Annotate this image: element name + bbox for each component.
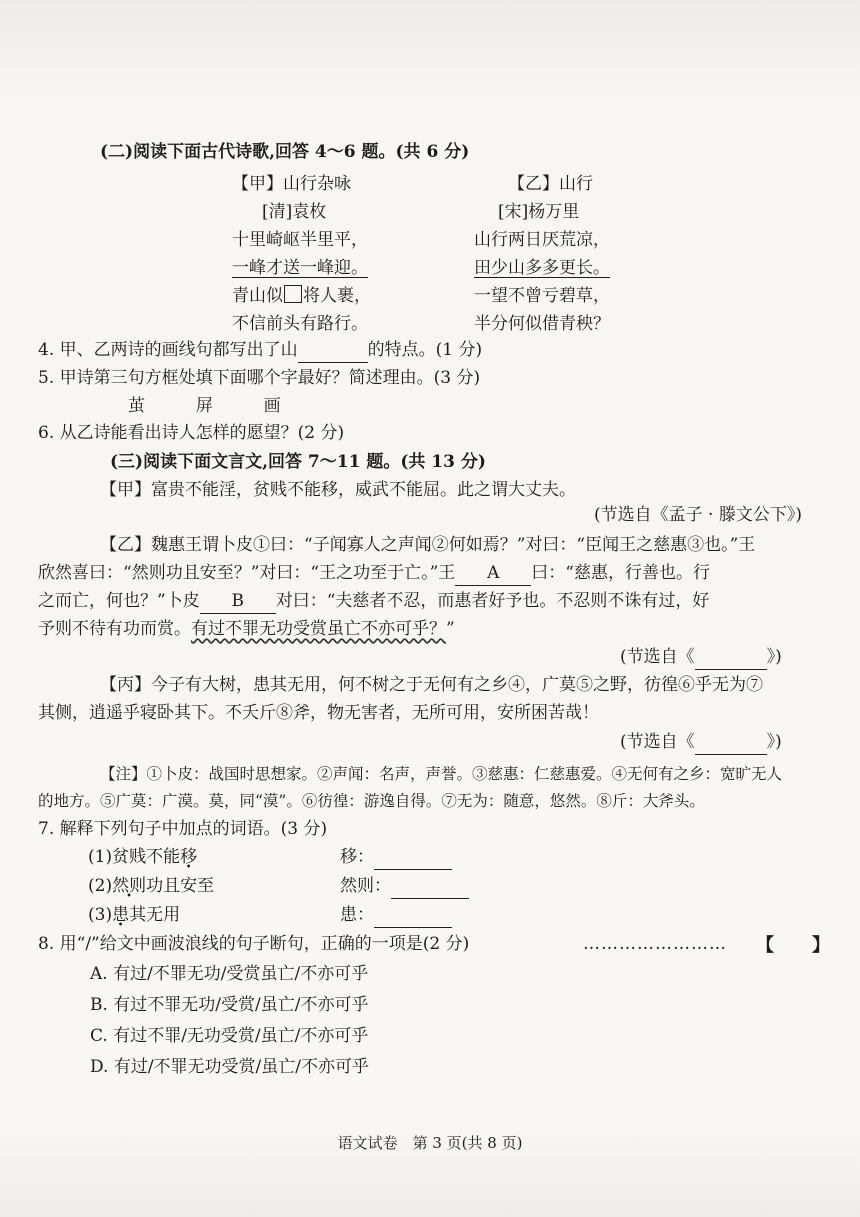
q7-item-3-num: (3) <box>88 905 113 925</box>
poem-a-line2: 一峰才送一峰迎。 <box>232 258 368 278</box>
q7-answer-1-blank[interactable] <box>374 845 452 870</box>
poem-a-line3-start: 青山似 <box>232 286 283 306</box>
poem-a-line3 <box>232 284 371 308</box>
q7-item-2 <box>88 874 214 898</box>
text-yi-source-blank[interactable] <box>695 645 767 670</box>
poem-a-author: [清]袁枚 <box>262 202 327 222</box>
section3-heading: (三)阅读下面文言文,回答 7～11 题。(共 13 分) <box>110 452 486 472</box>
poem-b-title: 【乙】山行 <box>508 174 593 194</box>
blank-b[interactable]: B <box>200 589 276 614</box>
poem-a-line3-end: 将人裹， <box>303 286 371 306</box>
q7-answer-2 <box>340 874 469 899</box>
q8-option-d[interactable]: D. 有过/不罪无功受赏/虽亡/不亦可乎 <box>90 1057 370 1077</box>
q7-item-2-post: 功且安至 <box>146 876 215 896</box>
notes-line2: 的地方。⑤广莫：广漠。莫，同“漠”。⑥彷徨：游逸自得。⑦无为：随意，悠然。⑧斤：大斧头。 <box>38 792 705 810</box>
text-yi-line4-end: ” <box>446 619 455 639</box>
q7-answer-3-label: 患： <box>340 905 374 925</box>
poem-b-line4: 半分何似借青秧？ <box>474 314 610 334</box>
section2-heading: (二)阅读下面古代诗歌,回答 4～6 题。(共 6 分) <box>100 142 470 162</box>
q7-item-2-num: (2) <box>88 876 113 896</box>
q7-item-1 <box>88 845 197 869</box>
text-jia-source: (节选自《孟子 · 滕文公下》) <box>594 505 802 525</box>
q7-answer-2-label: 然则： <box>340 876 391 896</box>
q7-item-1-num: (1) <box>88 847 113 867</box>
text-yi-line2 <box>38 561 710 586</box>
text-yi-line2-end: 曰：“慈惠，行善也。行 <box>531 563 710 583</box>
q8-option-a[interactable]: A. 有过/不罪无功/受赏虽亡/不亦可乎 <box>90 964 369 984</box>
text-bing-source-start: (节选自《 <box>620 732 695 752</box>
poem-b-line3: 一望不曾亏碧草， <box>474 286 610 306</box>
text-bing-source-end: 》) <box>766 732 782 752</box>
blank-a[interactable]: A <box>455 561 531 586</box>
q7-item-1-dotted: 移 <box>180 847 198 867</box>
option-jian: 茧 <box>128 396 145 416</box>
text-yi-line1: 【乙】魏惠王谓卜皮①曰：“子闻寡人之声闻②何如焉？”对曰：“臣闻王之慈惠③也。”王 <box>100 535 756 555</box>
page-footer: 语文试卷 第 3 页(共 8 页) <box>337 1134 523 1152</box>
text-yi-source-start: (节选自《 <box>620 647 695 667</box>
text-yi-line4-start: 予则不待有功而赏。 <box>38 619 191 639</box>
option-ping: 屏 <box>195 396 213 416</box>
q7-item-2-dotted: 然则 <box>112 876 147 896</box>
text-yi-source <box>620 645 782 670</box>
question-4-blank[interactable] <box>298 338 368 363</box>
question-6: 6. 从乙诗能看出诗人怎样的愿望？(2 分) <box>38 423 345 443</box>
text-yi-line3-end: 对曰：“夫慈者不忍，而惠者好予也。不忍则不诛有过，好 <box>275 591 710 611</box>
text-bing-line2: 其侧，逍遥乎寝卧其下。不夭斤⑧斧，物无害者，无所可用，安所困苦哉！ <box>38 703 599 723</box>
poem-a-line1: 十里崎岖半里平， <box>232 230 368 250</box>
text-bing-source-blank[interactable] <box>695 730 767 755</box>
poem-a-line4: 不信前头有路行。 <box>232 314 368 334</box>
q8-option-c[interactable]: C. 有过不罪/无功受赏/虽亡/不亦可乎 <box>90 1026 369 1046</box>
q7-answer-2-blank[interactable] <box>391 874 469 899</box>
text-yi-line4 <box>38 617 455 641</box>
text-yi-line3 <box>38 589 709 614</box>
text-yi-source-end: 》) <box>766 647 782 667</box>
question-5-options <box>128 394 281 418</box>
poem-b-line1: 山行两日厌荒凉， <box>474 230 610 250</box>
text-yi-line3-start: 之而亡，何也？”卜皮 <box>38 591 200 611</box>
question-4 <box>38 338 482 363</box>
q7-item-3 <box>88 903 180 927</box>
question-8: 8. 用“/”给文中画波浪线的句子断句，正确的一项是(2 分) <box>38 934 470 954</box>
poem-b-line2: 田少山多多更长。 <box>474 258 610 278</box>
q7-answer-3 <box>340 903 452 928</box>
text-bing-line1: 【丙】今子有大树，患其无用，何不树之于无何有之乡④，广莫⑤之野，彷徨⑥乎无为⑦ <box>100 675 763 695</box>
wavy-sentence: 有过不罪无功受赏虽亡不亦可乎？ <box>191 619 446 639</box>
answer-bracket-open[interactable]: 【 <box>756 935 774 956</box>
q7-item-3-dotted: 患 <box>112 905 130 925</box>
question-4-text: 4. 甲、乙两诗的画线句都写出了山 <box>38 340 298 360</box>
blank-square[interactable] <box>284 285 302 303</box>
q7-answer-1-label: 移： <box>340 847 374 867</box>
text-yi-line2-start: 欣然喜曰：“然则功且安至？”对曰：“王之功至于亡。”王 <box>38 563 456 583</box>
q7-answer-3-blank[interactable] <box>374 903 452 928</box>
question-4-score: 的特点。(1 分) <box>367 340 483 360</box>
answer-bracket-close: 】 <box>812 935 830 956</box>
text-jia: 【甲】富贵不能淫，贫贱不能移，威武不能屈。此之谓大丈夫。 <box>100 480 576 500</box>
text-bing-source <box>620 730 782 755</box>
question-8-leader: …………………… <box>583 934 727 954</box>
q7-answer-1 <box>340 845 452 870</box>
notes-line1: 【注】①卜皮：战国时思想家。②声闻：名声，声誉。③慈惠：仁慈惠爱。④无何有之乡：宽旷无人 <box>100 765 783 783</box>
question-5: 5. 甲诗第三句方框处填下面哪个字最好？简述理由。(3 分) <box>38 368 481 388</box>
poem-b-author: [宋]杨万里 <box>498 202 580 222</box>
question-7: 7. 解释下列句子中加点的词语。(3 分) <box>38 819 328 839</box>
option-hua: 画 <box>263 396 281 416</box>
poem-a-title: 【甲】山行杂咏 <box>232 174 351 194</box>
q7-item-3-post: 其无用 <box>129 905 181 925</box>
q7-item-1-pre: 贫贱不能 <box>112 847 181 867</box>
q8-option-b[interactable]: B. 有过不罪无功/受赏/虽亡/不亦可乎 <box>90 995 369 1015</box>
